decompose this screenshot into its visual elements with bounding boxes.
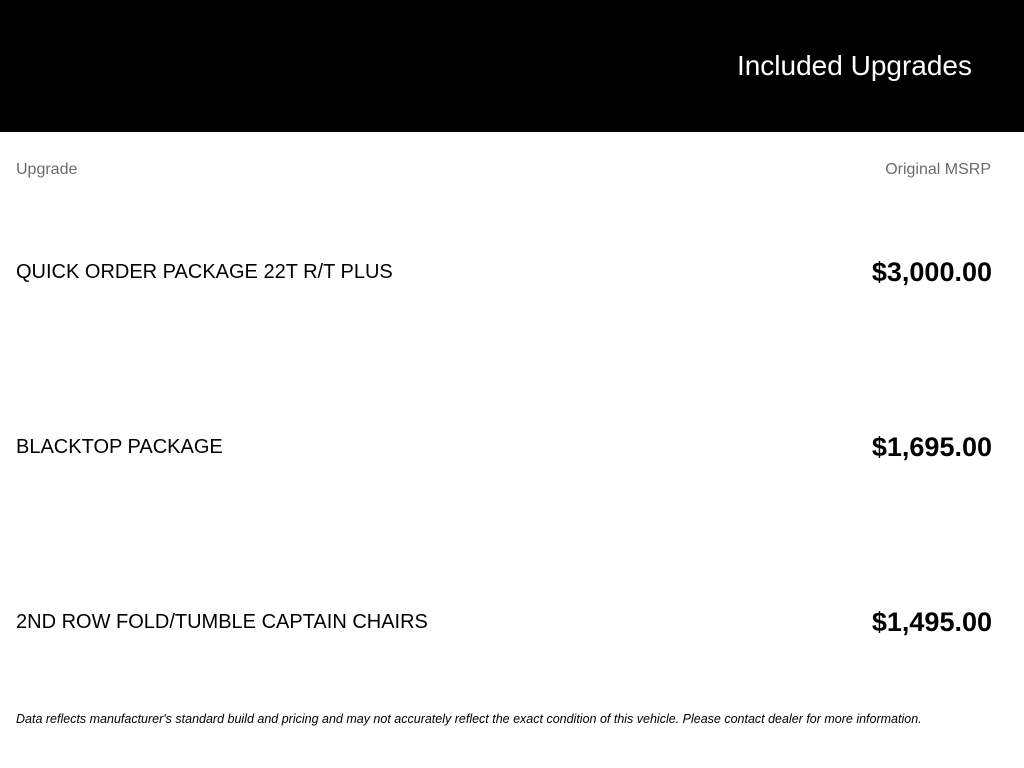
- column-header-msrp: Original MSRP: [885, 161, 991, 178]
- upgrade-name: 2ND ROW FOLD/TUMBLE CAPTAIN CHAIRS: [16, 611, 428, 633]
- upgrade-price: $1,695.00: [871, 432, 992, 462]
- page-title: Included Upgrades: [736, 50, 972, 81]
- disclaimer-text: Data reflects manufacturer's standard build and pricing and may not accurately reflect the exact condition of this vehicle. Please contact dealer for more information.: [16, 712, 922, 726]
- header-banner: [0, 0, 1024, 132]
- table-row: [0, 602, 1024, 642]
- table-row: [0, 427, 1024, 467]
- upgrade-name: BLACKTOP PACKAGE: [16, 436, 223, 458]
- column-header-upgrade: Upgrade: [16, 161, 78, 178]
- table-row: [0, 252, 1024, 292]
- upgrade-price: $3,000.00: [871, 257, 992, 287]
- upgrade-price: $1,495.00: [871, 607, 992, 637]
- upgrade-name: QUICK ORDER PACKAGE 22T R/T PLUS: [16, 261, 393, 283]
